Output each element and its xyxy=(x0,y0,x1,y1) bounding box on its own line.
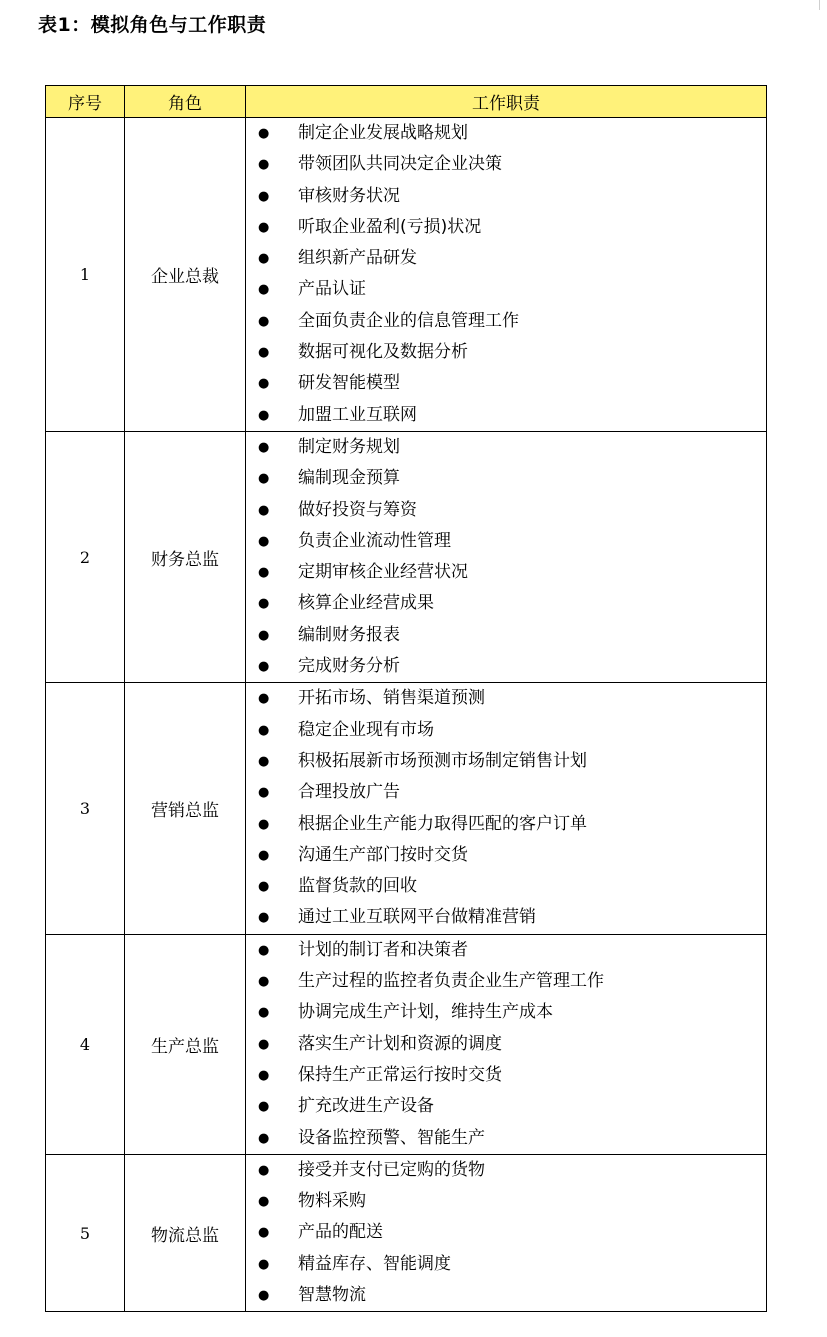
bullet-icon: ● xyxy=(258,407,270,423)
duty-text: 通过工业互联网平台做精准营销 xyxy=(298,907,536,928)
bullet-icon: ● xyxy=(258,1130,270,1146)
table-row xyxy=(46,118,767,432)
duty-list-item xyxy=(246,337,766,368)
bullet-icon: ● xyxy=(258,1225,270,1241)
duty-list-item xyxy=(246,1155,766,1186)
bullet-icon: ● xyxy=(258,313,270,329)
bullet-icon: ● xyxy=(258,471,270,487)
row-seq-cell: 2 xyxy=(46,431,125,682)
row-duties-cell xyxy=(246,431,767,682)
header-seq: 序号 xyxy=(46,86,125,118)
duty-list-item xyxy=(246,243,766,274)
bullet-icon: ● xyxy=(258,1256,270,1272)
row-seq-cell: 1 xyxy=(46,118,125,432)
bullet-icon: ● xyxy=(258,251,270,267)
bullet-icon: ● xyxy=(258,188,270,204)
duty-list-item xyxy=(246,1280,766,1311)
bullet-icon: ● xyxy=(258,1036,270,1052)
table-row xyxy=(46,934,767,1154)
row-duties-cell xyxy=(246,683,767,934)
duty-list-item xyxy=(246,997,766,1028)
duty-text: 协调完成生产计划，维持生产成本 xyxy=(298,1002,553,1023)
bullet-icon: ● xyxy=(258,533,270,549)
bullet-icon: ● xyxy=(258,1162,270,1178)
row-seq-cell: 5 xyxy=(46,1154,125,1311)
duty-list-item xyxy=(246,306,766,337)
duty-list-item xyxy=(246,526,766,557)
duty-text: 接受并支付已定购的货物 xyxy=(298,1159,485,1180)
duty-list-item xyxy=(246,651,766,682)
duty-list-item xyxy=(246,495,766,526)
duty-list-item xyxy=(246,620,766,651)
duty-list-item xyxy=(246,557,766,588)
duty-list-item xyxy=(246,1249,766,1280)
duty-list-item xyxy=(246,683,766,714)
duty-list-item xyxy=(246,746,766,777)
duty-list-item xyxy=(246,1123,766,1154)
bullet-icon: ● xyxy=(258,785,270,801)
duty-text: 产品认证 xyxy=(298,279,366,300)
table-row xyxy=(46,431,767,682)
row-role-cell: 财务总监 xyxy=(125,431,246,682)
duty-text: 产品的配送 xyxy=(298,1222,383,1243)
bullet-icon: ● xyxy=(258,596,270,612)
bullet-icon: ● xyxy=(258,1194,270,1210)
duty-list-item xyxy=(246,1091,766,1122)
bullet-icon: ● xyxy=(258,879,270,895)
duty-list-item xyxy=(246,368,766,399)
duty-list-item xyxy=(246,432,766,463)
duty-text: 听取企业盈利(亏损)状况 xyxy=(298,216,482,237)
table-row xyxy=(46,683,767,934)
page-title: 表1：模拟角色与工作职责 xyxy=(38,14,267,36)
duty-text: 智慧物流 xyxy=(298,1284,366,1305)
duty-list-item xyxy=(246,902,766,933)
duty-text: 核算企业经营成果 xyxy=(298,593,434,614)
row-duties-cell xyxy=(246,1154,767,1311)
duty-text: 做好投资与筹资 xyxy=(298,499,417,520)
duty-list-item xyxy=(246,966,766,997)
bullet-icon: ● xyxy=(258,345,270,361)
duty-list-item xyxy=(246,1029,766,1060)
duty-list-item xyxy=(246,181,766,212)
row-role-cell: 物流总监 xyxy=(125,1154,246,1311)
bullet-icon: ● xyxy=(258,439,270,455)
bullet-icon: ● xyxy=(258,565,270,581)
duty-text: 制定企业发展战略规划 xyxy=(298,123,468,143)
duty-text: 扩充改进生产设备 xyxy=(298,1096,434,1117)
duty-text: 物料采购 xyxy=(298,1191,366,1212)
duty-text: 负责企业流动性管理 xyxy=(298,530,451,551)
duty-text: 设备监控预警、智能生产 xyxy=(298,1127,485,1148)
duty-list-item xyxy=(246,149,766,180)
duty-text: 审核财务状况 xyxy=(298,185,400,206)
duty-text: 计划的制订者和决策者 xyxy=(298,939,468,960)
bullet-icon: ● xyxy=(258,219,270,235)
row-role-cell: 企业总裁 xyxy=(125,118,246,432)
bullet-icon: ● xyxy=(258,282,270,298)
bullet-icon: ● xyxy=(258,1099,270,1115)
bullet-icon: ● xyxy=(258,1067,270,1083)
duty-list-item xyxy=(246,400,766,431)
duty-list-item xyxy=(246,463,766,494)
bullet-icon: ● xyxy=(258,502,270,518)
duty-text: 数据可视化及数据分析 xyxy=(298,342,468,363)
row-role-cell: 营销总监 xyxy=(125,683,246,934)
duty-list-item xyxy=(246,1060,766,1091)
duty-text: 保持生产正常运行按时交货 xyxy=(298,1064,502,1085)
bullet-icon: ● xyxy=(258,376,270,392)
duty-text: 编制现金预算 xyxy=(298,468,400,489)
roles-table xyxy=(45,85,767,1312)
duty-text: 制定财务规划 xyxy=(298,436,400,457)
row-duties-cell xyxy=(246,934,767,1154)
bullet-icon: ● xyxy=(258,753,270,769)
duty-text: 积极拓展新市场预测市场制定销售计划 xyxy=(298,750,587,771)
duty-list-item xyxy=(246,118,766,149)
duty-text: 编制财务报表 xyxy=(298,624,400,645)
row-seq-cell: 4 xyxy=(46,934,125,1154)
row-duties-cell xyxy=(246,118,767,432)
header-duties: 工作职责 xyxy=(246,86,767,118)
duty-text: 带领团队共同决定企业决策 xyxy=(298,154,502,175)
bullet-icon: ● xyxy=(258,126,270,141)
table-header xyxy=(46,86,767,118)
table-row xyxy=(46,1154,767,1311)
page-corner-mark xyxy=(819,0,820,10)
header-row xyxy=(46,86,767,118)
duty-text: 全面负责企业的信息管理工作 xyxy=(298,310,519,331)
bullet-icon: ● xyxy=(258,627,270,643)
bullet-icon: ● xyxy=(258,722,270,738)
duty-list-item xyxy=(246,840,766,871)
duty-text: 生产过程的监控者负责企业生产管理工作 xyxy=(298,971,604,992)
duty-list-item xyxy=(246,809,766,840)
duty-list-item xyxy=(246,935,766,966)
duty-text: 完成财务分析 xyxy=(298,656,400,677)
duty-text: 精益库存、智能调度 xyxy=(298,1253,451,1274)
duty-text: 定期审核企业经营状况 xyxy=(298,562,468,583)
row-role-cell: 生产总监 xyxy=(125,934,246,1154)
duty-text: 研发智能模型 xyxy=(298,373,400,394)
duty-list-item xyxy=(246,1186,766,1217)
bullet-icon: ● xyxy=(258,847,270,863)
duty-list-item xyxy=(246,212,766,243)
duty-text: 开拓市场、销售渠道预测 xyxy=(298,688,485,709)
header-role: 角色 xyxy=(125,86,246,118)
table-body xyxy=(46,118,767,1312)
duty-text: 加盟工业互联网 xyxy=(298,404,417,425)
duty-text: 沟通生产部门按时交货 xyxy=(298,844,468,865)
duty-text: 落实生产计划和资源的调度 xyxy=(298,1033,502,1054)
bullet-icon: ● xyxy=(258,157,270,173)
bullet-icon: ● xyxy=(258,942,270,958)
row-seq-cell: 3 xyxy=(46,683,125,934)
duty-text: 组织新产品研发 xyxy=(298,248,417,269)
bullet-icon: ● xyxy=(258,1005,270,1021)
duty-text: 稳定企业现有市场 xyxy=(298,719,434,740)
duty-list-item xyxy=(246,588,766,619)
duty-list-item xyxy=(246,871,766,902)
duty-text: 监督货款的回收 xyxy=(298,876,417,897)
bullet-icon: ● xyxy=(258,974,270,990)
duty-list-item xyxy=(246,715,766,746)
duty-list-item xyxy=(246,777,766,808)
bullet-icon: ● xyxy=(258,1287,270,1303)
bullet-icon: ● xyxy=(258,816,270,832)
bullet-icon: ● xyxy=(258,659,270,675)
bullet-icon: ● xyxy=(258,691,270,707)
duty-text: 根据企业生产能力取得匹配的客户订单 xyxy=(298,813,587,834)
duty-text: 合理投放广告 xyxy=(298,782,400,803)
duty-list-item xyxy=(246,1217,766,1248)
bullet-icon: ● xyxy=(258,910,270,926)
duty-list-item xyxy=(246,274,766,305)
